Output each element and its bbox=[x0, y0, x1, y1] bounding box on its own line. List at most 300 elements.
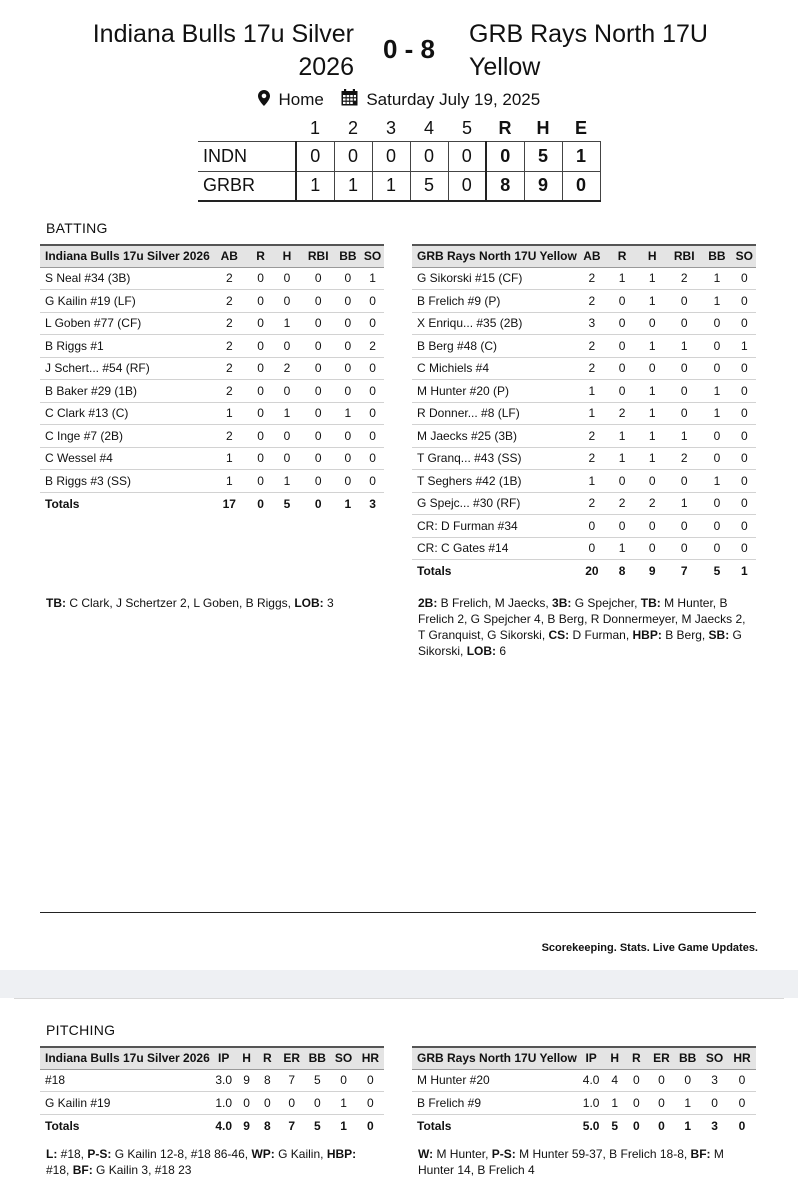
inning-score: 0 bbox=[334, 141, 372, 171]
stat-value: 0 bbox=[728, 1092, 756, 1115]
stat-value: 1 bbox=[605, 1092, 624, 1115]
stat-value: 1 bbox=[701, 267, 733, 290]
note-label: WP: bbox=[251, 1147, 275, 1161]
stat-value: 0 bbox=[701, 447, 733, 470]
total-value: 5 bbox=[713, 564, 721, 578]
player-name[interactable]: S Neal #34 (3B) bbox=[40, 267, 210, 290]
stat-value: 8 bbox=[256, 1069, 280, 1092]
note-label: SB: bbox=[708, 628, 730, 642]
note-label: L: bbox=[46, 1147, 58, 1161]
stat-value: 0 bbox=[667, 515, 701, 538]
stat-value: 0 bbox=[335, 425, 362, 448]
stat-value: 1 bbox=[272, 312, 302, 335]
away-pitching-table bbox=[412, 1046, 756, 1137]
stat-value: 0 bbox=[335, 267, 362, 290]
stat-value: 0 bbox=[637, 537, 667, 560]
stat-column-header: SO bbox=[701, 1047, 728, 1069]
stat-column-header: R bbox=[624, 1047, 649, 1069]
stat-value: 0 bbox=[361, 470, 384, 493]
linescore-row bbox=[198, 141, 600, 171]
stat-value: 0 bbox=[577, 515, 607, 538]
player-row bbox=[40, 447, 384, 470]
stat-value: 0 bbox=[667, 470, 701, 493]
team-column-header: GRB Rays North 17U Yellow bbox=[412, 1047, 577, 1069]
total-value: 1 bbox=[684, 1118, 692, 1133]
stat-value: 0 bbox=[649, 1069, 675, 1092]
stat-value: 1 bbox=[330, 1092, 356, 1115]
stat-value: 0 bbox=[607, 380, 637, 403]
player-name[interactable]: G Kailin #19 bbox=[40, 1092, 210, 1115]
linescore-row bbox=[198, 171, 600, 201]
note-text: D Furman, bbox=[569, 628, 633, 642]
player-row bbox=[412, 290, 756, 313]
inning-score: 0 bbox=[410, 141, 448, 171]
total-value: 3 bbox=[369, 496, 376, 511]
player-row bbox=[412, 492, 756, 515]
stat-value: 1 bbox=[577, 470, 607, 493]
stat-value: 0 bbox=[249, 335, 272, 358]
stat-value: 1 bbox=[637, 335, 667, 358]
stat-value: 0 bbox=[733, 290, 756, 313]
note-text: G Spejcher, bbox=[571, 596, 641, 610]
note-text: 6 bbox=[496, 644, 507, 658]
player-row bbox=[412, 335, 756, 358]
stat-column-header: R bbox=[607, 245, 637, 267]
stat-value: 0 bbox=[637, 357, 667, 380]
stat-value: 0 bbox=[728, 1069, 756, 1092]
inning-score: 1 bbox=[296, 171, 334, 201]
stat-value: 0 bbox=[304, 1092, 330, 1115]
stat-value: 0 bbox=[249, 402, 272, 425]
player-name[interactable]: G Spejc... #30 (RF) bbox=[412, 492, 577, 515]
note-label: BF: bbox=[72, 1163, 93, 1177]
stat-value: 0 bbox=[624, 1092, 649, 1115]
inning-score: 0 bbox=[296, 141, 334, 171]
player-row bbox=[412, 1092, 756, 1115]
inning-score: 1 bbox=[372, 171, 410, 201]
stat-value: 0 bbox=[649, 1092, 675, 1115]
player-name[interactable]: L Goben #77 (CF) bbox=[40, 312, 210, 335]
stat-value: 2 bbox=[577, 335, 607, 358]
stat-value: 0 bbox=[733, 312, 756, 335]
player-row bbox=[40, 380, 384, 403]
totals-label: Totals bbox=[45, 496, 80, 511]
inning-header: 1 bbox=[309, 118, 320, 139]
stat-value: 0 bbox=[335, 357, 362, 380]
total-value: 1 bbox=[344, 496, 352, 511]
stat-value: 0 bbox=[357, 1069, 384, 1092]
stat-value: 0 bbox=[577, 537, 607, 560]
stat-value: 0 bbox=[302, 402, 335, 425]
note-label: 3B: bbox=[552, 596, 572, 610]
note-label: HBP: bbox=[326, 1147, 357, 1161]
stat-column-header: BB bbox=[335, 245, 362, 267]
stat-value: 0 bbox=[607, 470, 637, 493]
player-row bbox=[40, 357, 384, 380]
stat-value: 0 bbox=[701, 425, 733, 448]
stat-column-header: AB bbox=[210, 245, 249, 267]
linescore-table bbox=[198, 117, 601, 202]
card-border bbox=[14, 998, 784, 999]
note-text: M Hunter 59-37, B Frelich 18-8, bbox=[515, 1147, 691, 1161]
stat-value: 0 bbox=[272, 380, 302, 403]
stat-value: 1 bbox=[637, 402, 667, 425]
location-label: Home bbox=[278, 90, 324, 109]
player-name[interactable]: C Wessel #4 bbox=[40, 447, 210, 470]
total-value: 0 bbox=[738, 1118, 746, 1133]
home-pitching-notes bbox=[46, 1146, 376, 1178]
player-name[interactable]: B Frelich #9 (P) bbox=[412, 290, 577, 313]
calendar-icon bbox=[329, 89, 362, 111]
errors-header: E bbox=[574, 118, 587, 139]
player-row bbox=[40, 402, 384, 425]
total-value: 8 bbox=[618, 564, 626, 578]
section-divider bbox=[40, 912, 756, 913]
player-name[interactable]: B Berg #48 (C) bbox=[412, 335, 577, 358]
player-row bbox=[412, 537, 756, 560]
player-name[interactable]: M Hunter #20 (P) bbox=[412, 380, 577, 403]
player-row bbox=[412, 402, 756, 425]
stat-value: 0 bbox=[249, 470, 272, 493]
stat-value: 0 bbox=[361, 312, 384, 335]
totals-row bbox=[40, 492, 384, 515]
note-text: C Clark, J Schertzer 2, L Goben, B Riggs, bbox=[66, 596, 295, 610]
stat-value: 3 bbox=[701, 1069, 728, 1092]
player-row bbox=[40, 470, 384, 493]
stat-value: 0 bbox=[361, 380, 384, 403]
table-header-row bbox=[412, 245, 756, 267]
player-row bbox=[412, 470, 756, 493]
inning-score: 5 bbox=[410, 171, 448, 201]
totals-row bbox=[40, 1114, 384, 1137]
stat-value: 1 bbox=[577, 402, 607, 425]
player-row bbox=[412, 515, 756, 538]
stat-value: 0 bbox=[335, 335, 362, 358]
player-row bbox=[412, 1069, 756, 1092]
stat-value: 0 bbox=[302, 290, 335, 313]
stat-value: 0 bbox=[701, 492, 733, 515]
stat-value: 1 bbox=[607, 425, 637, 448]
totals-label: Totals bbox=[45, 1118, 80, 1133]
stat-column-header: HR bbox=[728, 1047, 756, 1069]
note-text: G Kailin 3, #18 23 bbox=[92, 1163, 192, 1177]
player-name[interactable]: X Enriqu... #35 (2B) bbox=[412, 312, 577, 335]
player-row bbox=[412, 447, 756, 470]
stat-value: 2 bbox=[637, 492, 667, 515]
stat-column-header: RBI bbox=[302, 245, 335, 267]
stat-value: 0 bbox=[335, 312, 362, 335]
total-value: 5.0 bbox=[582, 1118, 600, 1133]
stat-value: 1 bbox=[667, 492, 701, 515]
stat-column-header: H bbox=[637, 245, 667, 267]
stat-value: 0 bbox=[733, 267, 756, 290]
stat-value: 0 bbox=[330, 1069, 356, 1092]
stat-value: 1.0 bbox=[210, 1092, 238, 1115]
note-text: M Hunter 14, B Frelich 4 bbox=[418, 1147, 724, 1177]
player-row bbox=[412, 425, 756, 448]
stat-value: 2 bbox=[210, 357, 249, 380]
away-batting-table bbox=[412, 244, 756, 582]
table-header-row bbox=[40, 245, 384, 267]
team-column-header: GRB Rays North 17U Yellow bbox=[412, 245, 577, 267]
stat-value: 1 bbox=[701, 470, 733, 493]
player-row bbox=[40, 335, 384, 358]
stat-column-header: AB bbox=[577, 245, 607, 267]
stat-value: 2 bbox=[667, 267, 701, 290]
player-name[interactable]: M Jaecks #25 (3B) bbox=[412, 425, 577, 448]
stat-value: 1 bbox=[607, 537, 637, 560]
total-value: 1 bbox=[340, 1118, 347, 1133]
total-value: 7 bbox=[288, 1118, 296, 1133]
player-name[interactable]: J Schert... #54 (RF) bbox=[40, 357, 210, 380]
errors-total: 0 bbox=[562, 171, 600, 201]
runs-header: R bbox=[498, 118, 512, 139]
stat-value: 9 bbox=[238, 1069, 256, 1092]
player-name[interactable]: C Inge #7 (2B) bbox=[40, 425, 210, 448]
inning-score: 0 bbox=[448, 141, 486, 171]
stat-value: 1 bbox=[667, 335, 701, 358]
stat-value: 0 bbox=[249, 290, 272, 313]
stat-value: 1 bbox=[667, 425, 701, 448]
stat-value: 0 bbox=[701, 515, 733, 538]
stat-value: 0 bbox=[249, 267, 272, 290]
inning-score: 0 bbox=[448, 171, 486, 201]
stat-value: 0 bbox=[272, 267, 302, 290]
player-name[interactable]: CR: C Gates #14 bbox=[412, 537, 577, 560]
stat-value: 1 bbox=[701, 380, 733, 403]
note-text: B Frelich, M Jaecks, bbox=[437, 596, 553, 610]
stat-value: 1 bbox=[674, 1092, 701, 1115]
away-batting-notes bbox=[418, 595, 754, 659]
total-value: 5 bbox=[313, 1118, 321, 1133]
home-pitching-table bbox=[40, 1046, 384, 1137]
hits-total: 5 bbox=[524, 141, 562, 171]
player-name[interactable]: C Michiels #4 bbox=[412, 357, 577, 380]
player-row bbox=[40, 1092, 384, 1115]
stat-value: 0 bbox=[238, 1092, 256, 1115]
total-value: 7 bbox=[680, 564, 688, 578]
final-score: 0 - 8 bbox=[382, 34, 436, 64]
team-column-header: Indiana Bulls 17u Silver 2026 bbox=[40, 1047, 210, 1069]
stat-column-header: H bbox=[605, 1047, 624, 1069]
stat-value: 0 bbox=[637, 515, 667, 538]
stat-value: 1 bbox=[577, 380, 607, 403]
stat-value: 2 bbox=[577, 267, 607, 290]
stat-value: 0 bbox=[361, 447, 384, 470]
totals-row bbox=[412, 1114, 756, 1137]
stat-value: 0 bbox=[302, 447, 335, 470]
inning-header: 2 bbox=[347, 118, 358, 139]
stat-value: 4 bbox=[605, 1069, 624, 1092]
stat-value: 3.0 bbox=[210, 1069, 238, 1092]
stat-column-header: HR bbox=[357, 1047, 384, 1069]
player-name[interactable]: CR: D Furman #34 bbox=[412, 515, 577, 538]
stat-value: 0 bbox=[733, 425, 756, 448]
stat-value: 1 bbox=[210, 470, 249, 493]
player-name[interactable]: B Riggs #1 bbox=[40, 335, 210, 358]
stat-column-header: BB bbox=[304, 1047, 330, 1069]
stat-value: 0 bbox=[302, 470, 335, 493]
stat-value: 0 bbox=[624, 1069, 649, 1092]
pitching-section-title: PITCHING bbox=[46, 1022, 116, 1038]
player-row bbox=[40, 425, 384, 448]
location-pin-icon bbox=[258, 90, 274, 111]
player-name[interactable]: G Sikorski #15 (CF) bbox=[412, 267, 577, 290]
stat-value: 3 bbox=[577, 312, 607, 335]
stat-value: 1 bbox=[210, 402, 249, 425]
linescore-team: GRBR bbox=[203, 175, 256, 196]
player-name[interactable]: G Kailin #19 (LF) bbox=[40, 290, 210, 313]
inning-header: 3 bbox=[385, 118, 396, 139]
player-row bbox=[412, 312, 756, 335]
stat-value: 2 bbox=[577, 425, 607, 448]
stat-column-header: ER bbox=[649, 1047, 675, 1069]
stat-column-header: SO bbox=[361, 245, 384, 267]
note-label: P-S: bbox=[491, 1147, 516, 1161]
runs-total: 0 bbox=[486, 141, 524, 171]
stat-value: 0 bbox=[701, 537, 733, 560]
stat-value: 0 bbox=[335, 290, 362, 313]
stat-value: 1 bbox=[335, 402, 362, 425]
stat-column-header: IP bbox=[577, 1047, 606, 1069]
stat-value: 0 bbox=[667, 380, 701, 403]
stat-column-header: ER bbox=[279, 1047, 304, 1069]
stat-column-header: H bbox=[238, 1047, 256, 1069]
note-label: CS: bbox=[548, 628, 570, 642]
stat-value: 1 bbox=[607, 267, 637, 290]
stat-value: 2 bbox=[667, 447, 701, 470]
note-text: G Kailin, bbox=[274, 1147, 327, 1161]
total-value: 0 bbox=[367, 1118, 374, 1133]
stat-value: 0 bbox=[667, 537, 701, 560]
stat-value: 1 bbox=[361, 267, 384, 290]
stat-column-header: SO bbox=[330, 1047, 356, 1069]
stat-value: 0 bbox=[302, 357, 335, 380]
inning-header: 4 bbox=[423, 118, 434, 139]
note-label: 2B: bbox=[418, 596, 438, 610]
note-label: HBP: bbox=[632, 628, 662, 642]
stat-value: 7 bbox=[279, 1069, 304, 1092]
stat-column-header: SO bbox=[733, 245, 756, 267]
stat-value: 2 bbox=[210, 290, 249, 313]
stat-value: 1 bbox=[637, 447, 667, 470]
player-name[interactable]: T Seghers #42 (1B) bbox=[412, 470, 577, 493]
stat-value: 0 bbox=[667, 357, 701, 380]
note-label: LOB: bbox=[294, 596, 324, 610]
stat-column-header: BB bbox=[674, 1047, 701, 1069]
stat-value: 0 bbox=[607, 312, 637, 335]
stat-value: 0 bbox=[637, 312, 667, 335]
hits-header: H bbox=[536, 118, 550, 139]
stat-value: 0 bbox=[607, 515, 637, 538]
stat-value: 0 bbox=[701, 1092, 728, 1115]
stat-value: 5 bbox=[304, 1069, 330, 1092]
total-value: 1 bbox=[741, 564, 748, 578]
stat-value: 2 bbox=[210, 312, 249, 335]
stat-value: 0 bbox=[249, 425, 272, 448]
stat-value: 0 bbox=[667, 290, 701, 313]
stat-value: 0 bbox=[249, 312, 272, 335]
stat-value: 0 bbox=[279, 1092, 304, 1115]
note-text: G Kailin 12-8, #18 86-46, bbox=[111, 1147, 252, 1161]
stat-value: 0 bbox=[733, 515, 756, 538]
stat-value: 0 bbox=[249, 380, 272, 403]
stat-value: 0 bbox=[249, 447, 272, 470]
stat-value: 1 bbox=[733, 335, 756, 358]
stat-value: 0 bbox=[607, 357, 637, 380]
player-row bbox=[40, 312, 384, 335]
stat-value: 1.0 bbox=[577, 1092, 606, 1115]
total-value: 9 bbox=[243, 1118, 250, 1133]
stat-value: 2 bbox=[577, 447, 607, 470]
stat-column-header: RBI bbox=[667, 245, 701, 267]
player-name[interactable]: M Hunter #20 bbox=[412, 1069, 577, 1092]
stat-value: 1 bbox=[637, 380, 667, 403]
note-label: LOB: bbox=[466, 644, 497, 658]
player-name[interactable]: #18 bbox=[40, 1069, 210, 1092]
player-row bbox=[412, 267, 756, 290]
player-name[interactable]: B Baker #29 (1B) bbox=[40, 380, 210, 403]
stat-value: 0 bbox=[361, 425, 384, 448]
stat-value: 1 bbox=[210, 447, 249, 470]
note-label: TB: bbox=[46, 596, 66, 610]
stat-value: 0 bbox=[733, 537, 756, 560]
errors-total: 1 bbox=[562, 141, 600, 171]
note-label: W: bbox=[418, 1147, 434, 1161]
note-text: B Berg, bbox=[661, 628, 709, 642]
stat-value: 0 bbox=[701, 312, 733, 335]
stat-value: 0 bbox=[701, 335, 733, 358]
stat-value: 2 bbox=[361, 335, 384, 358]
stat-value: 0 bbox=[302, 335, 335, 358]
total-value: 5 bbox=[611, 1118, 619, 1133]
stat-value: 0 bbox=[272, 335, 302, 358]
total-value: 0 bbox=[658, 1118, 665, 1133]
stat-value: 2 bbox=[210, 335, 249, 358]
note-text: #18, bbox=[46, 1163, 73, 1177]
player-name[interactable]: C Clark #13 (C) bbox=[40, 402, 210, 425]
stat-value: 0 bbox=[272, 290, 302, 313]
runs-total: 8 bbox=[486, 171, 524, 201]
total-value: 0 bbox=[314, 496, 322, 511]
stat-value: 0 bbox=[733, 447, 756, 470]
stat-value: 0 bbox=[667, 312, 701, 335]
stat-value: 0 bbox=[256, 1092, 280, 1115]
stat-value: 0 bbox=[249, 357, 272, 380]
player-name[interactable]: B Frelich #9 bbox=[412, 1092, 577, 1115]
stat-value: 2 bbox=[607, 492, 637, 515]
away-pitching-notes bbox=[418, 1146, 754, 1178]
inning-score: 0 bbox=[372, 141, 410, 171]
stat-value: 0 bbox=[335, 380, 362, 403]
note-text: 3 bbox=[323, 596, 334, 610]
away-team-name[interactable]: GRB Rays North 17U Yellow bbox=[469, 20, 708, 81]
total-value: 5 bbox=[283, 496, 291, 511]
table-header-row bbox=[412, 1047, 756, 1069]
game-meta bbox=[0, 89, 798, 111]
tagline: Scorekeeping. Stats. Live Game Updates. bbox=[541, 942, 758, 954]
player-name[interactable]: T Granq... #43 (SS) bbox=[412, 447, 577, 470]
player-name[interactable]: R Donner... #8 (LF) bbox=[412, 402, 577, 425]
player-name[interactable]: B Riggs #3 (SS) bbox=[40, 470, 210, 493]
game-date: Saturday July 19, 2025 bbox=[366, 90, 541, 109]
player-row bbox=[40, 1069, 384, 1092]
total-value: 8 bbox=[264, 1118, 271, 1133]
stat-value: 0 bbox=[272, 425, 302, 448]
home-team-name[interactable]: Indiana Bulls 17u Silver 2026 bbox=[92, 20, 354, 81]
stat-value: 0 bbox=[674, 1069, 701, 1092]
stat-value: 1 bbox=[701, 290, 733, 313]
